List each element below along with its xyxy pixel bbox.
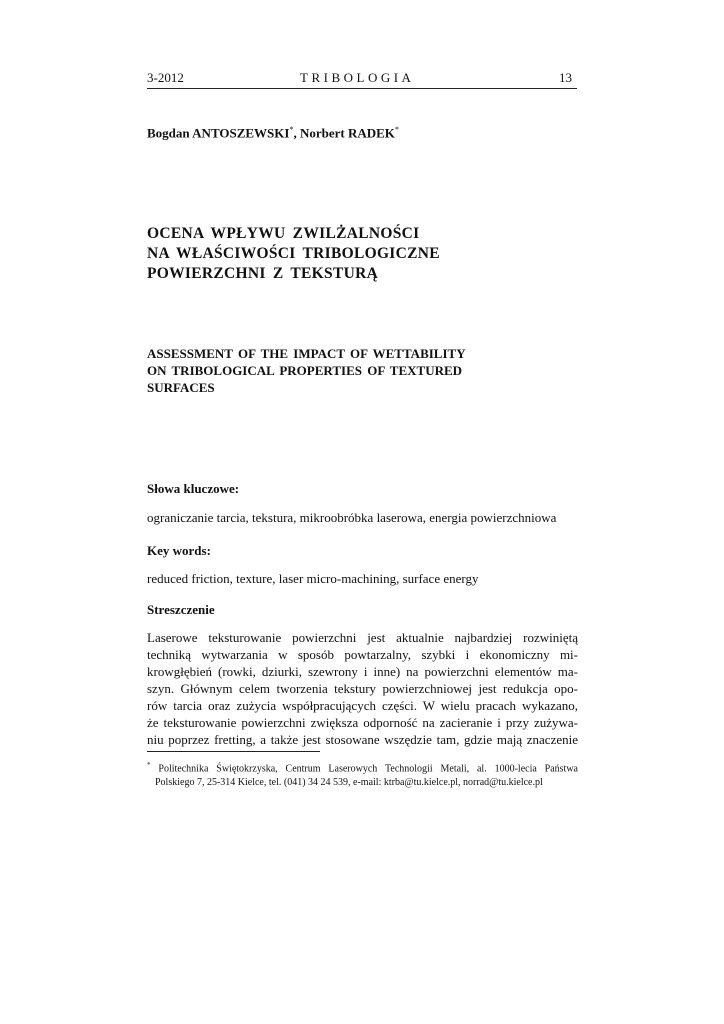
header-journal-title: TRIBOLOGIA bbox=[300, 70, 415, 85]
footnote-mark: * bbox=[147, 761, 151, 769]
abstract-line: że teksturowanie powierzchni zwiększa odporność na zacieranie i przy zużywa- bbox=[147, 715, 578, 730]
abstract-line: techniką wytwarzania w sposób powtarzalny, szybki i ekonomiczny mi- bbox=[147, 647, 578, 662]
keywords-polish-heading: Słowa kluczowe: bbox=[147, 481, 240, 496]
title-polish bbox=[147, 224, 440, 284]
abstract-line: Laserowe teksturowanie powierzchni jest aktualnie najbardziej rozwiniętą bbox=[147, 630, 578, 645]
keywords-english-text: reduced friction, texture, laser micro-machining, surface energy bbox=[147, 571, 479, 586]
author-name: Bogdan ANTOSZEWSKI bbox=[147, 125, 290, 141]
footnote-line bbox=[147, 758, 578, 776]
title-line: NA WŁAŚCIWOŚCI TRIBOLOGICZNE bbox=[147, 245, 440, 262]
affiliation-mark: * bbox=[394, 125, 399, 134]
header-page-number: 13 bbox=[559, 70, 572, 85]
abstract-line: niu poprzez fretting, a także jest stosowane wszędzie tam, gdzie mają znaczenie bbox=[147, 732, 578, 747]
footnote-line: Polskiego 7, 25-314 Kielce, tel. (041) 34 24 539, e-mail: ktrba@tu.kielce.pl, norrad@tu.kielce.pl bbox=[155, 777, 543, 789]
footnote-rule bbox=[147, 751, 320, 752]
author-separator: , bbox=[293, 125, 300, 141]
abstract-heading: Streszczenie bbox=[147, 602, 215, 617]
header-issue: 3-2012 bbox=[147, 70, 184, 85]
affiliation-mark: * bbox=[289, 125, 294, 134]
keywords-polish-text: ograniczanie tarcia, tekstura, mikroobróbka laserowa, energia powierzchniowa bbox=[147, 510, 557, 525]
footnote-text: Politechnika Świętokrzyska, Centrum Laserowych Technologii Metali, al. 1000-lecia Państwa bbox=[158, 763, 578, 775]
author-name: Norbert RADEK bbox=[299, 125, 395, 141]
title-line: SURFACES bbox=[147, 380, 215, 395]
header-rule bbox=[147, 88, 577, 89]
abstract-line: krowgłębień (rowki, dziurki, szewrony i inne) na powierzchni elementów ma- bbox=[147, 664, 578, 679]
abstract-line: szyn. Głównym celem tworzenia tekstury powierzchniowej jest redukcja opo- bbox=[147, 681, 578, 696]
title-line: POWIERZCHNI Z TEKSTURĄ bbox=[147, 265, 379, 282]
title-line: OCENA WPŁYWU ZWILŻALNOŚCI bbox=[147, 225, 420, 242]
keywords-english-heading: Key words: bbox=[147, 543, 211, 558]
abstract-line: rów tarcia oraz zużycia współpracujących części. W wielu pracach wykazano, bbox=[147, 698, 578, 713]
footnote bbox=[147, 758, 578, 790]
title-line: ASSESSMENT OF THE IMPACT OF WETTABILITY bbox=[147, 346, 466, 361]
authors-line bbox=[147, 122, 399, 141]
title-english bbox=[147, 345, 466, 396]
abstract-body bbox=[147, 629, 578, 748]
title-line: ON TRIBOLOGICAL PROPERTIES OF TEXTURED bbox=[147, 363, 463, 378]
